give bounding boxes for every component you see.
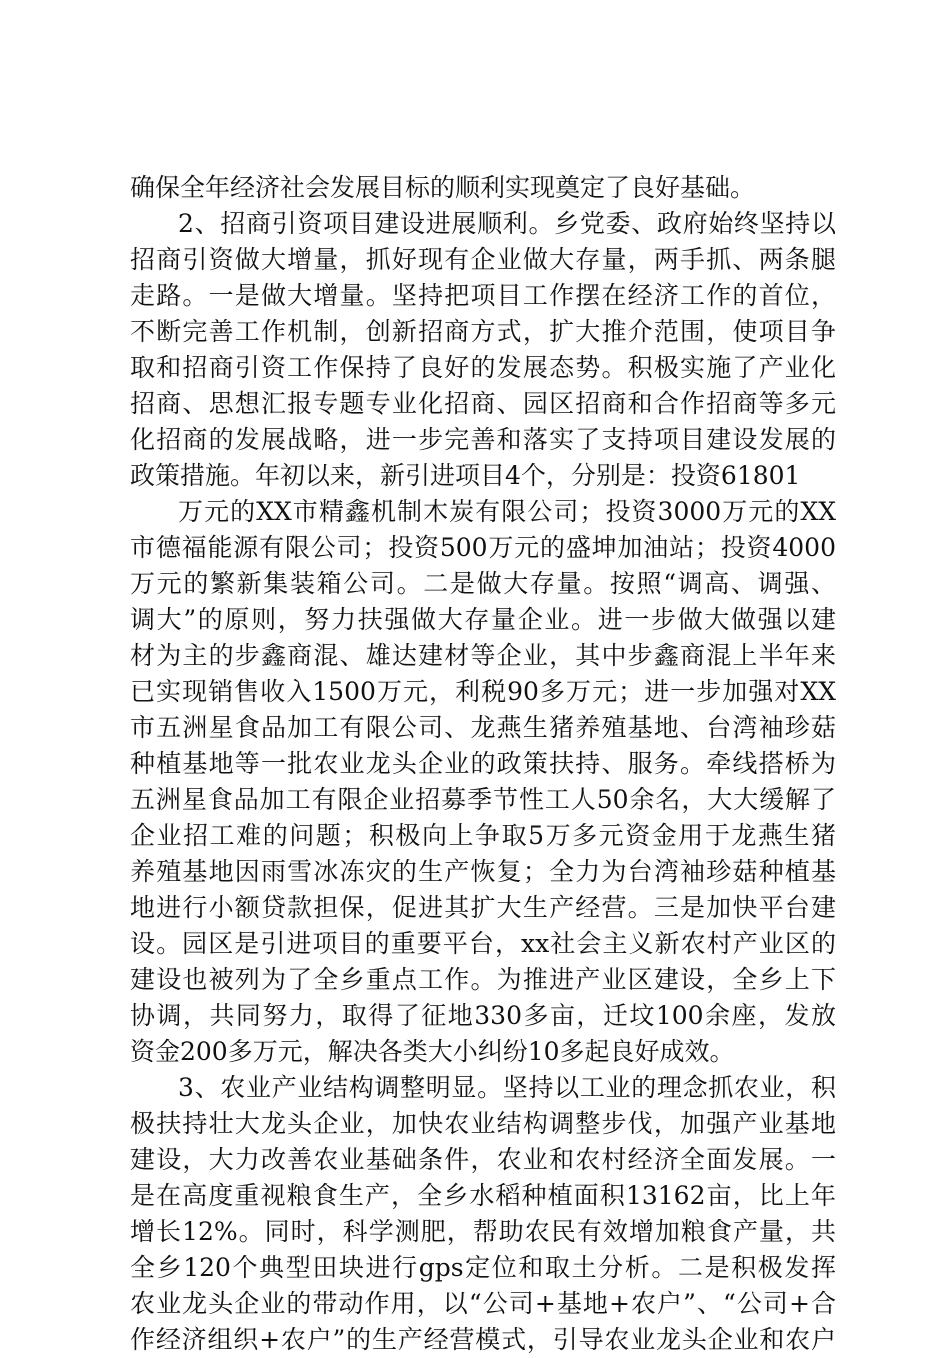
text-line: 走路。一是做大增量。坚持把项目工作摆在经济工作的首位，: [130, 281, 836, 310]
text-line: 种植基地等一批农业龙头企业的政策扶持、服务。牵线搭桥为: [130, 749, 836, 778]
text-line: 招商引资做大增量，抓好现有企业做大存量，两手抓、两条腿: [130, 245, 836, 274]
text-line: 全乡120个典型田块进行gps定位和取土分析。二是积极发挥: [130, 1253, 836, 1282]
text-line: 是在高度重视粮食生产，全乡水稻种植面积13162亩，比上年: [130, 1181, 836, 1210]
text-line: 已实现销售收入1500万元，利税90多万元；进一步加强对XX: [130, 677, 836, 706]
text-line: 取和招商引资工作保持了良好的发展态势。积极实施了产业化: [130, 353, 836, 382]
text-line: 农业龙头企业的带动作用，以“公司+基地+农户”、“公司+合: [130, 1289, 836, 1318]
text-line: 万元的XX市精鑫机制木炭有限公司；投资3000万元的XX: [178, 497, 836, 526]
text-line: 2、招商引资项目建设进展顺利。乡党委、政府始终坚持以: [178, 209, 836, 238]
text-line: 作经济组织+农户”的生产经营模式，引导农业龙头企业和农户: [130, 1325, 836, 1354]
text-line: 材为主的步鑫商混、雄达建材等企业，其中步鑫商混上半年来: [130, 641, 836, 670]
text-line: 市德福能源有限公司；投资500万元的盛坤加油站；投资4000: [130, 533, 836, 562]
text-line: 设。园区是引进项目的重要平台，xx社会主义新农村产业区的: [130, 929, 836, 958]
text-line: 企业招工难的问题；积极向上争取5万多元资金用于龙燕生猪: [130, 821, 836, 850]
text-line: 地进行小额贷款担保，促进其扩大生产经营。三是加快平台建: [130, 893, 836, 922]
text-line: 增长12%。同时，科学测肥，帮助农民有效增加粮食产量，共: [130, 1217, 836, 1246]
text-line: 招商、思想汇报专题专业化招商、园区招商和合作招商等多元: [130, 389, 836, 418]
text-line: 资金200多万元，解决各类大小纠纷10多起良好成效。: [130, 1037, 735, 1066]
text-line: 极扶持壮大龙头企业，加快农业结构调整步伐，加强产业基地: [130, 1109, 836, 1138]
text-line: 建设也被列为了全乡重点工作。为推进产业区建设，全乡上下: [130, 965, 836, 994]
text-line: 调大”的原则，努力扶强做大存量企业。进一步做大做强以建: [130, 605, 836, 634]
text-line: 养殖基地因雨雪冰冻灾的生产恢复；全力为台湾袖珍菇种植基: [130, 857, 836, 886]
text-line: 万元的繁新集装箱公司。二是做大存量。按照“调高、调强、: [130, 569, 836, 598]
text-line: 3、农业产业结构调整明显。坚持以工业的理念抓农业，积: [178, 1073, 836, 1102]
text-line: 政策措施。年初以来，新引进项目4个，分别是：投资61801: [130, 461, 801, 490]
text-line: 化招商的发展战略，进一步完善和落实了支持项目建设发展的: [130, 425, 836, 454]
text-line: 确保全年经济社会发展目标的顺利实现奠定了良好基础。: [130, 173, 756, 202]
text-line: 协调，共同努力，取得了征地330多亩，迁坟100余座，发放: [130, 1001, 836, 1030]
text-line: 市五洲星食品加工有限公司、龙燕生猪养殖基地、台湾袖珍菇: [130, 713, 836, 742]
text-line: 不断完善工作机制，创新招商方式，扩大推介范围，使项目争: [130, 317, 836, 346]
text-line: 建设，大力改善农业基础条件，农业和农村经济全面发展。一: [130, 1145, 836, 1174]
text-line: 五洲星食品加工有限企业招募季节性工人50余名，大大缓解了: [130, 785, 836, 814]
